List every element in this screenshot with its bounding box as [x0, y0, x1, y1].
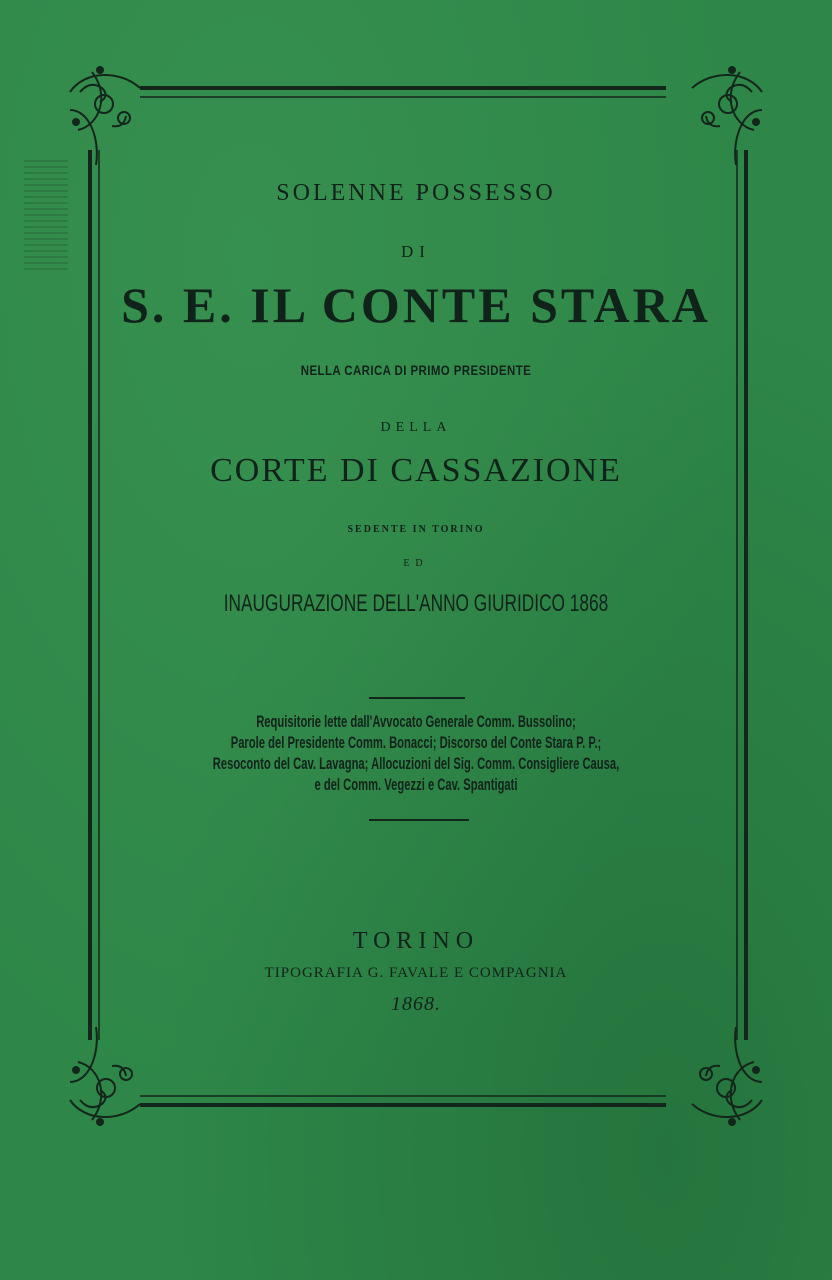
divider-rule-top: [369, 697, 465, 699]
imprint-city: TORINO: [352, 928, 480, 954]
corner-ornament-bottom-right: [692, 1027, 762, 1125]
corner-ornament-bottom-left: [70, 1027, 140, 1125]
imprint-publisher: TIPOGRAFIA G. FAVALE E COMPAGNIA: [264, 965, 568, 981]
corner-ornament-top-left: [70, 67, 140, 165]
title-conte-stara: S. E. IL CONTE STARA: [121, 277, 711, 333]
title-solenne-possesso: SOLENNE POSSESSO: [276, 180, 556, 206]
title-inaugurazione: INAUGURAZIONE DELL'ANNO GIURIDICO 1868: [223, 590, 609, 617]
imprint-year: 1868.: [391, 993, 441, 1015]
corner-ornament-top-right: [692, 67, 762, 165]
contents-line: Parole del Presidente Comm. Bonacci; Discorso del Conte Stara P. P.;: [230, 733, 602, 752]
title-di: DI: [401, 242, 431, 261]
contents-line: Requisitorie lette dall'Avvocato Generale Comm. Bussolino;: [256, 712, 576, 731]
title-carica: NELLA CARICA DI PRIMO PRESIDENTE: [300, 362, 532, 378]
contents-line: e del Comm. Vegezzi e Cav. Spantigati: [314, 775, 518, 794]
divider-rule-bottom: [369, 819, 469, 821]
title-corte-di-cassazione: CORTE DI CASSAZIONE: [210, 452, 622, 489]
title-della: DELLA: [380, 420, 452, 435]
title-ed: ED: [403, 558, 429, 569]
contents-line: Resoconto del Cav. Lavagna; Allocuzioni del Sig. Comm. Consigliere Causa,: [212, 754, 620, 773]
title-sedente-in-torino: SEDENTE IN TORINO: [347, 524, 485, 535]
